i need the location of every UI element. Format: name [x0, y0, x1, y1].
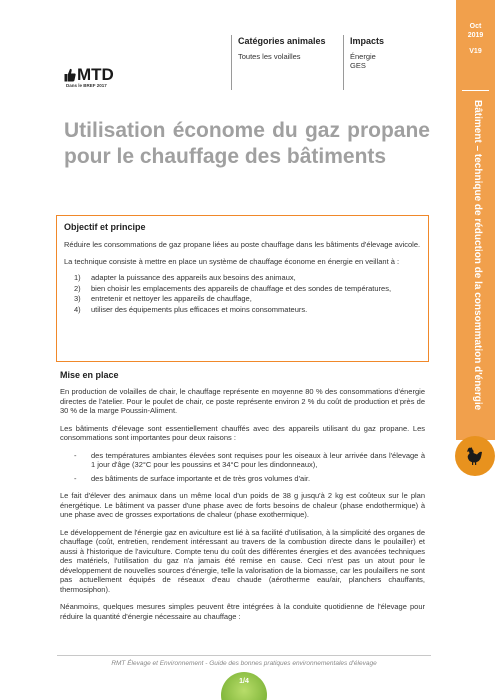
impacts-values [350, 52, 433, 70]
sidebar-version: V19 [469, 48, 482, 55]
sidebar-divider [462, 90, 489, 91]
impacts-title: Impacts [350, 36, 385, 46]
impact-energy: Énergie [350, 52, 376, 61]
page-number: 1/4 [239, 678, 249, 685]
list-item-text: entretenir et nettoyer les appareils de chauffage, [91, 294, 252, 303]
objective-title: Objectif et principe [64, 222, 146, 232]
sidebar-vertical-text: Bâtiment – technique de réduction de la consommation d'énergie [472, 100, 483, 411]
list-item-text: utiliser des équipements plus efficaces et moins consommateurs. [91, 304, 308, 314]
list-item-text: adapter la puissance des appareils aux besoins des animaux, [91, 273, 296, 282]
list-item: - des bâtiments de surface importante et de très gros volumes d'air. [74, 474, 425, 484]
mtd-logo [64, 66, 124, 88]
objective-box [56, 215, 429, 362]
implementation-title: Mise en place [60, 370, 119, 380]
implementation-paragraph-1: En production de volailles de chair, le chauffage représente en moyenne 80 % des consommations d'énergie directes de l'atelier. Pour le poulet de chair, ce poste représente environ 2 % du coût de production et près de 30 % de la marge Poussin-Aliment. [60, 387, 425, 415]
hen-icon [463, 445, 485, 467]
list-item [64, 284, 421, 294]
list-item-text: bien choisir les emplacements des appareils de chauffage et des sondes de températures, [91, 283, 392, 293]
page-badge [221, 672, 267, 700]
footer-text: RMT Élevage et Environnement - Guide des bonnes pratiques environnementales d'élevage [111, 660, 377, 667]
logo-text: MTD [77, 65, 114, 84]
sidebar-date [456, 22, 495, 40]
list-item-number: 4) [74, 304, 81, 314]
list-item-number: 1) [74, 273, 81, 282]
objective-paragraph-1: Réduire les consommations de gaz propane liées au poste chauffage dans les bâtiments d'élevage avicole. [64, 240, 421, 249]
logo-subtitle: Dans le BREF 2017 [66, 83, 107, 88]
list-item-number: 3) [74, 294, 81, 303]
sidebar-month: Oct [469, 23, 482, 30]
list-item [64, 273, 421, 283]
hen-badge [455, 436, 495, 476]
implementation-paragraph-2: Les bâtiments d'élevage sont essentiellement chauffés avec des appareils utilisant du gaz propane. Les consommations sont importantes pour deux raisons : [60, 423, 425, 442]
objective-paragraph-2: La technique consiste à mettre en place un système de chauffage économe en énergie en veillant à : [64, 256, 400, 266]
sidebar-year: 2019 [467, 32, 484, 39]
implementation-paragraph-3: Le fait d'élever des animaux dans un même local d'un poids de 38 g jusqu'à 2 kg est coûteux sur le plan énergétique. Le bâtiment va passer d'une phase avec de forts besoins de chaleur (phase endothermique) à une phase avec de grosses exportations de chaleur (phase exothermique). [60, 491, 425, 519]
list-item: - des températures ambiantes élevées sont requises pour les oiseaux à leur arrivée dans l'élevage à 1 jour d'âge (32°C pour les poussins et 34°C pour les dindonneaux), [74, 451, 425, 470]
impact-ges: GES [350, 61, 366, 70]
page-title: Utilisation économe du gaz propane pour le chauffage des bâtiments [64, 119, 430, 168]
implementation-paragraph-5: Néanmoins, quelques mesures simples peuvent être intégrées à la conduite quotidienne de l'élevage pour réduire la quantité d'énergie nécessaire au chauffage : [60, 602, 425, 621]
list-item [64, 294, 421, 304]
list-item-number: 2) [74, 283, 81, 293]
categories-column [231, 35, 339, 90]
categories-title: Catégories animales [238, 36, 326, 46]
implementation-paragraph-4: Le développement de l'énergie gaz en aviculture est lié à sa facilité d'utilisation, à la simplicité des organes de chauffage (coût, entretien, rendement intéressant au travers de la combustion directe dans le poulailler) et aussi à l'historique de l'aviculture. Compte tenu du coût des différentes énergies et des avancées techniques des matériels, l'utilisation du gaz n'a jamais été remise en cause. Ceci n'est pas un atout pour le développement de nouvelles sources d'énergie, telle la valorisation de la biomasse, car les poulaillers ne sont pas actuellement équipés de réseaux d'eau chaude (aérotherme eau/air, planchers chauffants, thermosiphon). [60, 527, 425, 594]
implementation-bullets [60, 451, 425, 484]
impacts-column [343, 35, 433, 90]
categories-value: Toutes les volailles [238, 52, 301, 61]
list-item [64, 305, 421, 315]
implementation-section [60, 370, 425, 629]
footer-divider [57, 655, 431, 656]
thumbs-up-icon [64, 68, 76, 82]
objective-list [64, 273, 421, 314]
